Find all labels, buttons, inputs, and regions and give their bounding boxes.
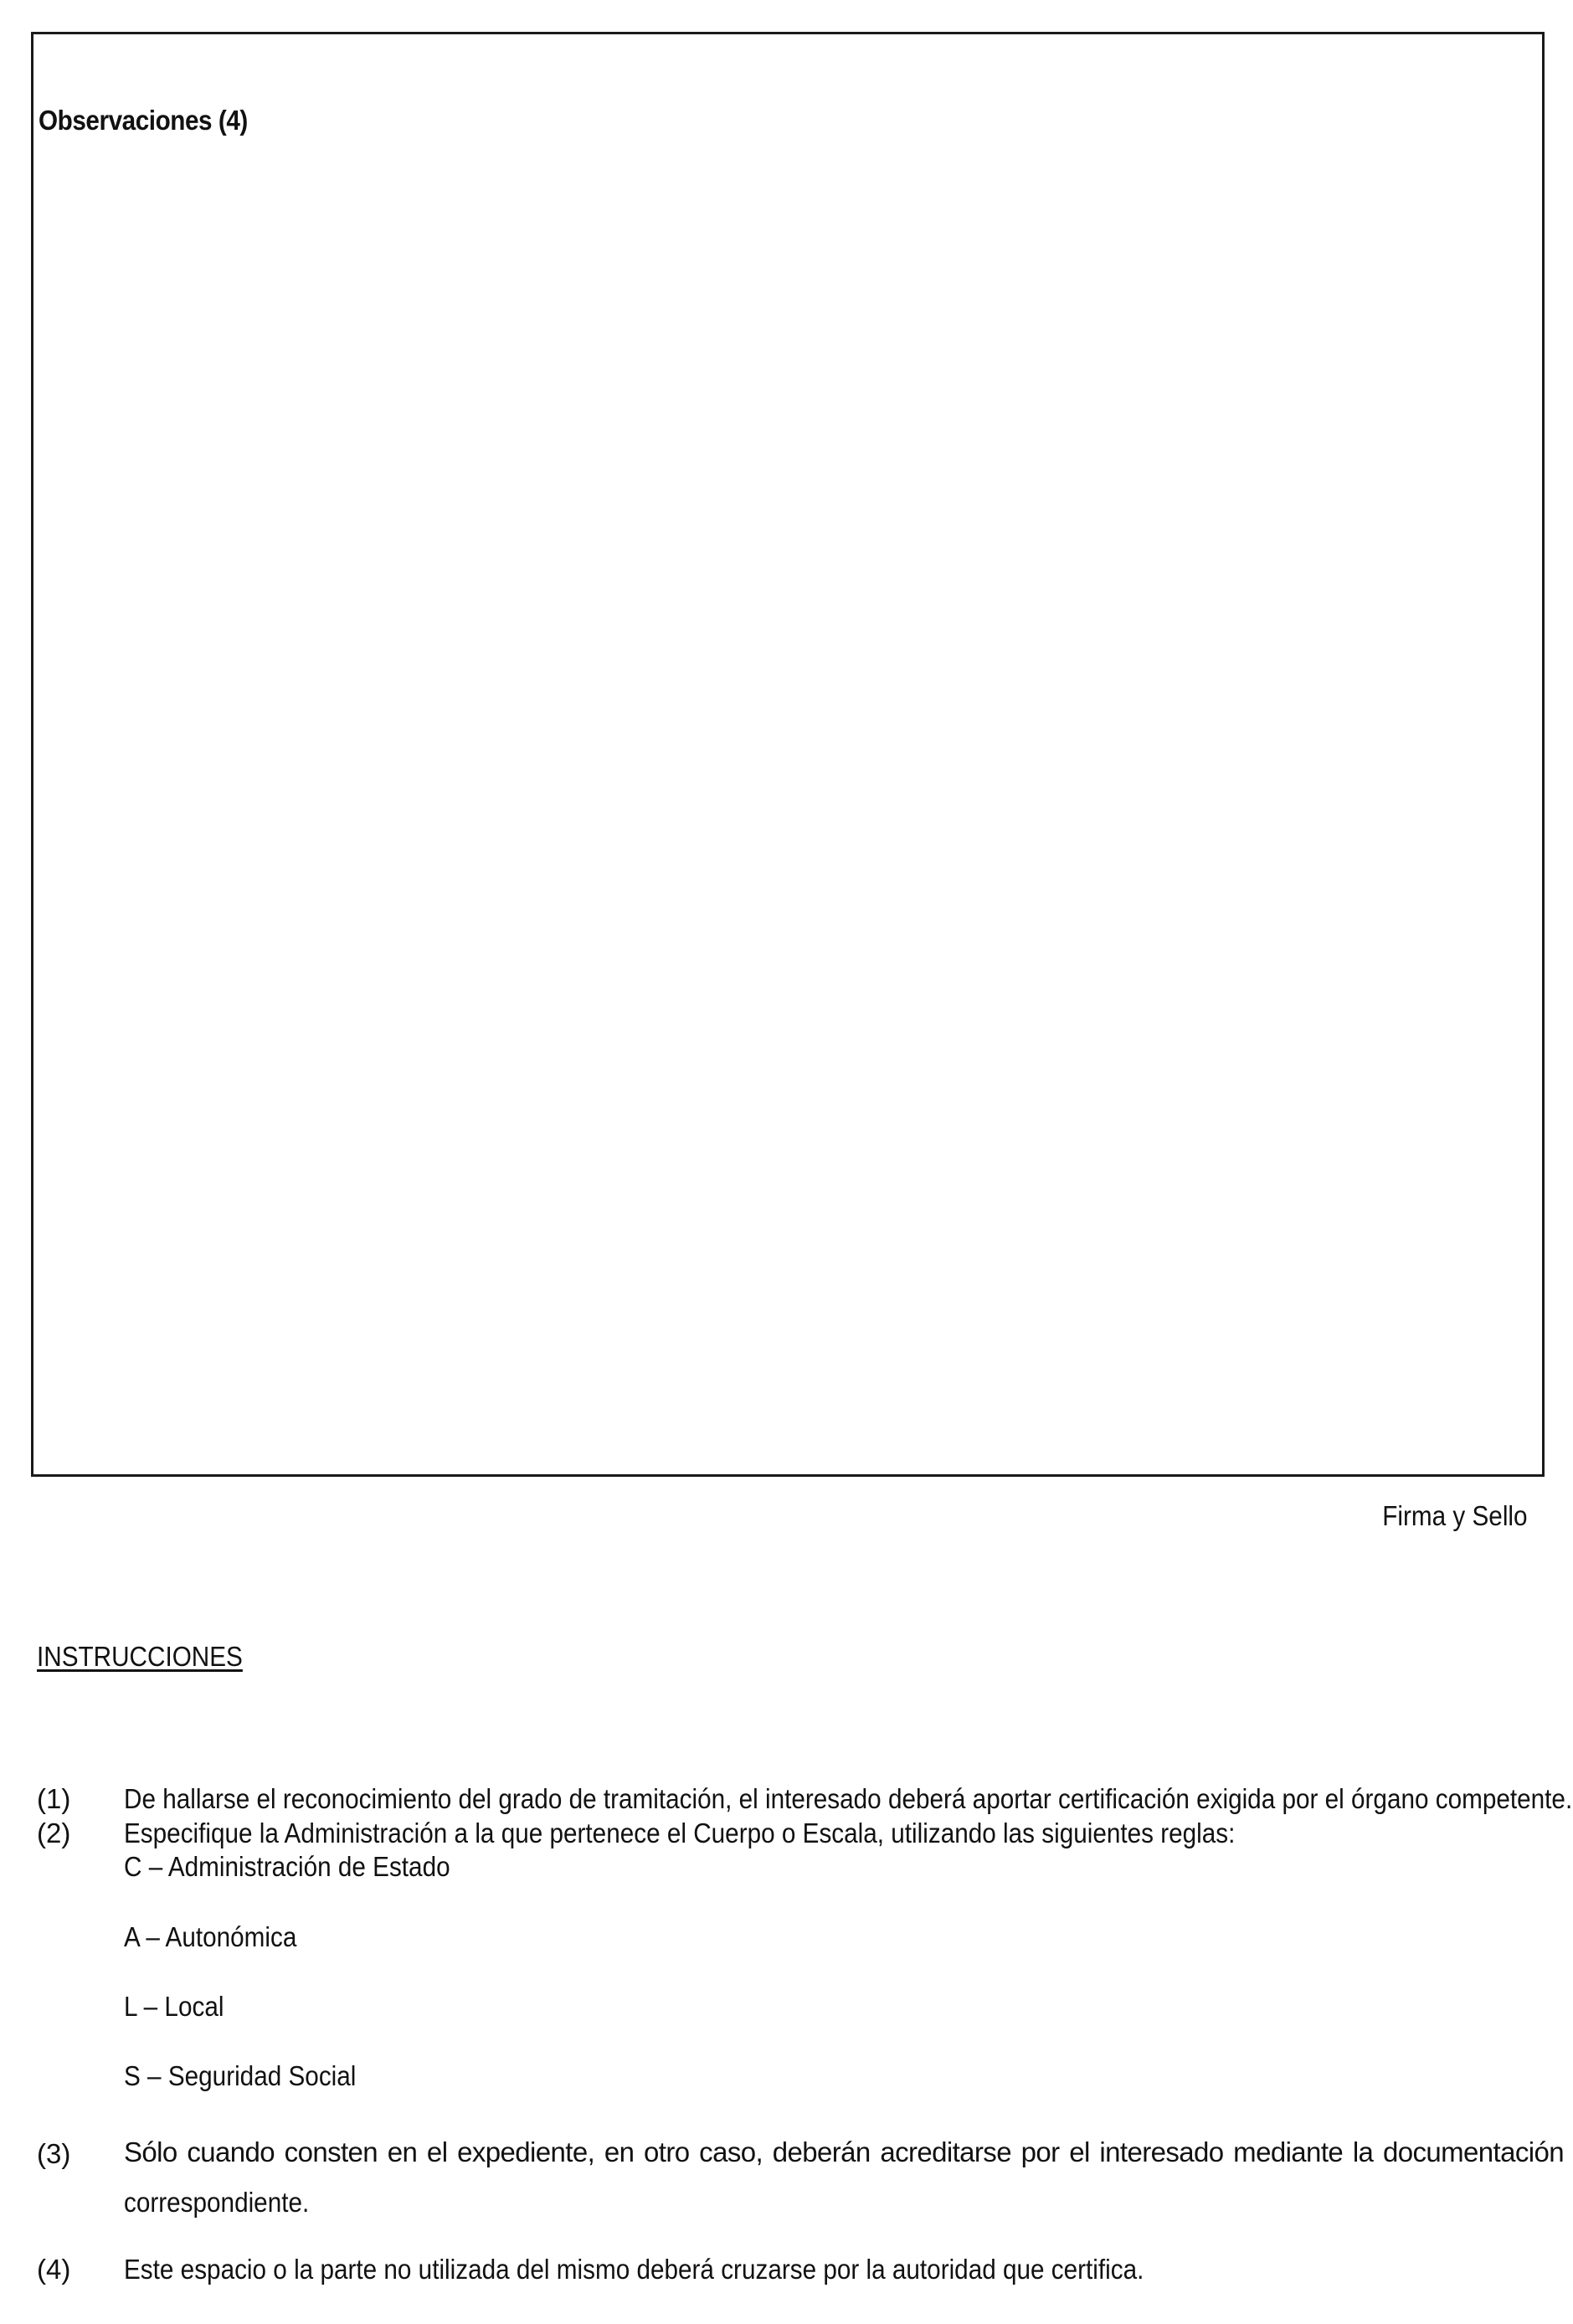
rule-item-s: S – Seguridad Social bbox=[124, 2060, 357, 2091]
rule-item-l: L – Local bbox=[124, 1991, 224, 2022]
note-number: (3) bbox=[37, 2138, 71, 2169]
note-text-line-2: correspondiente. bbox=[124, 2187, 310, 2218]
note-text bbox=[124, 2127, 1564, 2228]
note-text-line-1: Sólo cuando consten en el expediente, en otro caso, deberán acreditarse por el interesado mediante la documentación bbox=[124, 2136, 1564, 2167]
signature-label: Firma y Sello bbox=[1382, 1500, 1528, 1531]
note-number: (2) bbox=[37, 1818, 71, 1848]
rule-item-c: C – Administración de Estado bbox=[124, 1851, 450, 1882]
instructions-heading: INSTRUCCIONES bbox=[37, 1641, 243, 1672]
observations-title: Observaciones (4) bbox=[39, 105, 248, 136]
note-text: Especifique la Administración a la que pertenece el Cuerpo o Escala, utilizando las siguientes reglas: bbox=[124, 1818, 1236, 1848]
rule-item-a: A – Autonómica bbox=[124, 1921, 297, 1952]
observations-box bbox=[31, 32, 1545, 1477]
note-text: Este espacio o la parte no utilizada del mismo deberá cruzarse por la autoridad que certifica. bbox=[124, 2254, 1144, 2285]
note-number: (4) bbox=[37, 2254, 71, 2285]
note-number: (1) bbox=[37, 1783, 71, 1814]
note-text: De hallarse el reconocimiento del grado de tramitación, el interesado deberá aportar certificación exigida por el órgano competente. bbox=[124, 1783, 1573, 1814]
